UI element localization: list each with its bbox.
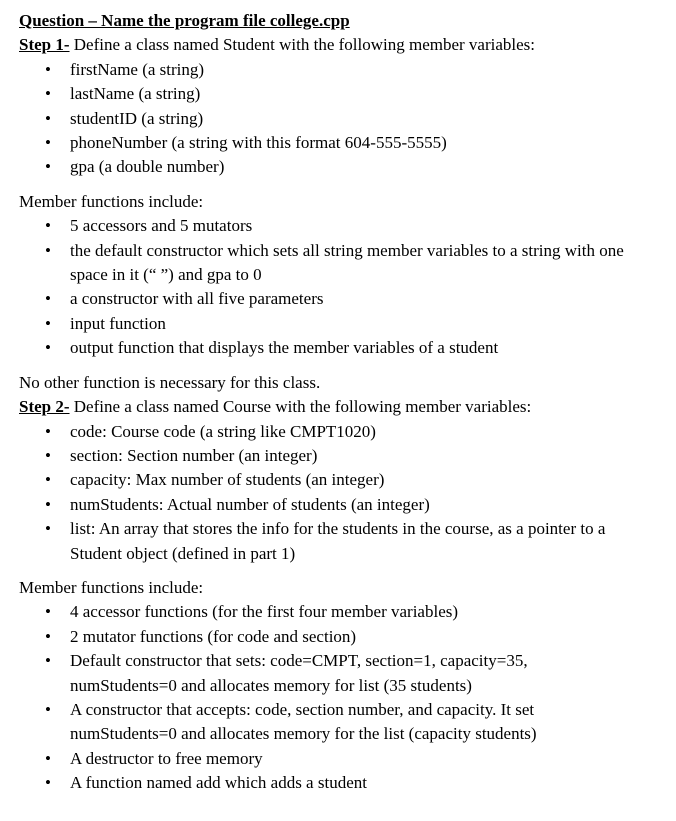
step1-functions-heading: Member functions include: (19, 191, 204, 211)
list-item: • gpa (a double number) (19, 155, 630, 179)
list-item: • a constructor with all five parameters (19, 287, 630, 311)
step2-variables-list (19, 420, 676, 566)
list-item: • A destructor to free memory (19, 747, 630, 771)
list-item: • lastName (a string) (19, 82, 630, 106)
list-item: • studentID (a string) (19, 107, 630, 131)
list-item: • capacity: Max number of students (an integer) (19, 468, 630, 492)
list-item: • input function (19, 312, 630, 336)
list-item: • 2 mutator functions (for code and section) (19, 625, 630, 649)
step2-functions-list (19, 600, 676, 795)
list-item: • 5 accessors and 5 mutators (19, 214, 630, 238)
list-item: • A function named add which adds a student (19, 771, 630, 795)
step1-text: Define a class named Student with the following member variables: (69, 35, 536, 55)
step1-functions-list (19, 214, 676, 360)
step1-intro (19, 33, 676, 57)
step2-functions-heading: Member functions include: (19, 577, 204, 597)
list-item: • numStudents: Actual number of students (an integer) (19, 493, 630, 517)
list-item: • phoneNumber (a string with this format 604-555-5555) (19, 131, 630, 155)
list-item: • code: Course code (a string like CMPT1020) (19, 420, 630, 444)
step1-note: No other function is necessary for this class. (19, 372, 321, 392)
step2-label: Step 2- (19, 397, 70, 417)
list-item: • list: An array that stores the info for the students in the course, as a pointer to a Student object (defined in part 1) (19, 517, 630, 566)
list-item: • A constructor that accepts: code, section number, and capacity. It set numStudents=0 and allocates memory for the list (capacity students) (19, 698, 630, 747)
list-item: • firstName (a string) (19, 58, 630, 82)
step2-text: Define a class named Course with the following member variables: (69, 397, 532, 417)
list-item: • the default constructor which sets all string member variables to a string with one space in it (“ ”) and gpa to 0 (19, 239, 630, 288)
question-title: Question – Name the program file college.cpp (19, 11, 350, 30)
step1-variables-list (19, 58, 676, 180)
list-item: • output function that displays the member variables of a student (19, 336, 630, 360)
step2-intro (19, 395, 676, 419)
step1-label: Step 1- (19, 35, 70, 55)
list-item: • section: Section number (an integer) (19, 444, 630, 468)
list-item: • Default constructor that sets: code=CMPT, section=1, capacity=35, numStudents=0 and allocates memory for list (35 students) (19, 649, 630, 698)
list-item: • 4 accessor functions (for the first four member variables) (19, 600, 630, 624)
